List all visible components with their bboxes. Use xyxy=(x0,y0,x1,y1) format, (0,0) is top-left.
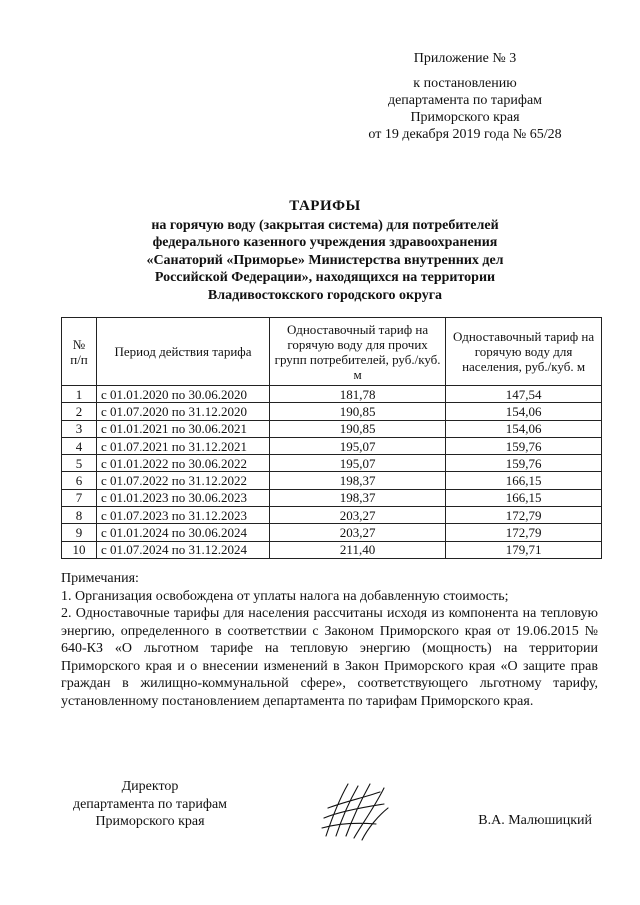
row-population-tariff: 172,79 xyxy=(446,507,602,524)
table-row xyxy=(62,420,602,437)
table-row xyxy=(62,386,602,403)
row-others-tariff: 211,40 xyxy=(270,541,446,558)
row-period: с 01.07.2024 по 31.12.2024 xyxy=(97,541,270,558)
annex-line-3: Приморского края xyxy=(410,110,520,125)
signatory-name: В.А. Малюшицкий xyxy=(478,813,592,828)
row-period: с 01.01.2020 по 30.06.2020 xyxy=(97,386,270,403)
row-others-tariff: 198,37 xyxy=(270,472,446,489)
table-body xyxy=(62,386,602,559)
heading-line-3: «Санаторий «Приморье» Министерства внутренних дел xyxy=(146,252,504,268)
row-others-tariff: 203,27 xyxy=(270,524,446,541)
row-others-tariff: 198,37 xyxy=(270,489,446,506)
row-others-tariff: 181,78 xyxy=(270,386,446,403)
row-period: с 01.01.2024 по 30.06.2024 xyxy=(97,524,270,541)
table-row xyxy=(62,541,602,558)
annex-line-1: к постановлению xyxy=(413,76,517,91)
header-period: Период действия тарифа xyxy=(97,318,270,386)
table-row xyxy=(62,524,602,541)
signatory-position xyxy=(60,778,240,831)
tariff-table xyxy=(61,317,602,559)
row-population-tariff: 159,76 xyxy=(446,455,602,472)
row-population-tariff: 166,15 xyxy=(446,489,602,506)
header-others-tariff: Одноставочный тариф на горячую воду для прочих групп потребителей, руб./куб. м xyxy=(270,318,446,386)
row-others-tariff: 195,07 xyxy=(270,455,446,472)
row-number: 10 xyxy=(62,541,97,558)
row-population-tariff: 147,54 xyxy=(446,386,602,403)
row-population-tariff: 179,71 xyxy=(446,541,602,558)
row-number: 1 xyxy=(62,386,97,403)
row-others-tariff: 190,85 xyxy=(270,403,446,420)
signatory-line-1: Директор xyxy=(121,779,179,794)
row-population-tariff: 154,06 xyxy=(446,420,602,437)
header-num: № п/п xyxy=(62,318,97,386)
notes-title: Примечания: xyxy=(61,571,139,586)
table-row xyxy=(62,507,602,524)
table-row xyxy=(62,472,602,489)
annex-title: Приложение № 3 xyxy=(413,51,517,66)
table-row xyxy=(62,437,602,454)
row-period: с 01.07.2020 по 31.12.2020 xyxy=(97,403,270,420)
annex-line-2: департамента по тарифам xyxy=(387,93,543,108)
table-row xyxy=(62,489,602,506)
heading-line-5: Владивостокского городского округа xyxy=(207,287,443,303)
heading-line-1: на горячую воду (закрытая система) для потребителей xyxy=(151,217,499,233)
heading-line-2: федерального казенного учреждения здравоохранения xyxy=(152,235,498,250)
row-number: 7 xyxy=(62,489,97,506)
row-number: 3 xyxy=(62,420,97,437)
signatory-line-3: Приморского края xyxy=(95,814,205,829)
header-population-tariff: Одноставочный тариф на горячую воду для населения, руб./куб. м xyxy=(446,318,602,386)
notes-section xyxy=(61,570,598,710)
annex-line-4: от 19 декабря 2019 года № 65/28 xyxy=(368,127,562,142)
annex-block xyxy=(340,50,590,143)
document-title: ТАРИФЫ xyxy=(289,198,361,214)
row-period: с 01.07.2023 по 31.12.2023 xyxy=(97,507,270,524)
row-number: 8 xyxy=(62,507,97,524)
handwritten-signature xyxy=(318,778,390,844)
signatory-line-2: департамента по тарифам xyxy=(72,796,228,812)
row-period: с 01.01.2023 по 30.06.2023 xyxy=(97,489,270,506)
row-population-tariff: 159,76 xyxy=(446,437,602,454)
document-heading xyxy=(95,198,555,304)
row-number: 6 xyxy=(62,472,97,489)
row-period: с 01.01.2022 по 30.06.2022 xyxy=(97,455,270,472)
row-others-tariff: 203,27 xyxy=(270,507,446,524)
row-period: с 01.01.2021 по 30.06.2021 xyxy=(97,420,270,437)
row-number: 9 xyxy=(62,524,97,541)
row-period: с 01.07.2021 по 31.12.2021 xyxy=(97,437,270,454)
note-2: 2. Одноставочные тарифы для населения рассчитаны исходя из компонента на тепловую энергию, определенного в соответствии с Законом Приморского края от 19.06.2015 № 640-КЗ «О льготном тарифе на тепловую энергию (мощность) на территории Приморского края и о внесении изменений в Закон Приморского края «О защите прав граждан в жилищно-коммунальной сфере», соответствующего льготному тарифу, установленному постановлением департамента по тарифам Приморского края. xyxy=(61,606,598,709)
row-number: 2 xyxy=(62,403,97,420)
table-row xyxy=(62,403,602,420)
row-others-tariff: 190,85 xyxy=(270,420,446,437)
row-number: 4 xyxy=(62,437,97,454)
heading-line-4: Российской Федерации», находящихся на территории xyxy=(154,270,496,285)
table-row xyxy=(62,455,602,472)
row-others-tariff: 195,07 xyxy=(270,437,446,454)
note-1: 1. Организация освобождена от уплаты налога на добавленную стоимость; xyxy=(61,588,509,604)
row-period: с 01.07.2022 по 31.12.2022 xyxy=(97,472,270,489)
row-population-tariff: 154,06 xyxy=(446,403,602,420)
table-header-row xyxy=(62,318,602,386)
row-population-tariff: 172,79 xyxy=(446,524,602,541)
row-population-tariff: 166,15 xyxy=(446,472,602,489)
row-number: 5 xyxy=(62,455,97,472)
